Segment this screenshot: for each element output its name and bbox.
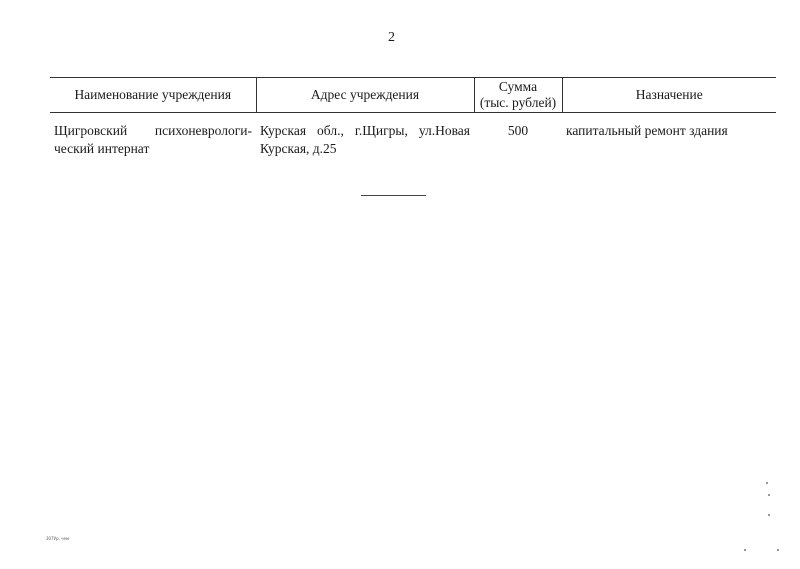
header-row: [50, 78, 776, 113]
cell-institution-name: Щигровский психоневрологи-ческий интернат: [54, 123, 252, 156]
scan-speck: [766, 482, 768, 484]
page-number: 2: [388, 30, 395, 45]
table-header: [50, 78, 776, 113]
institutions-table: [50, 77, 776, 157]
header-purpose: Назначение: [562, 78, 776, 113]
scan-speck: [777, 549, 779, 551]
scan-speck: [768, 494, 770, 496]
cell-sum: 500: [507, 123, 529, 138]
header-sum: [474, 78, 562, 113]
scan-code: 307Ур. чем: [46, 536, 69, 541]
cell-purpose: капитальный ремонт здания: [566, 123, 728, 138]
scan-speck: [744, 549, 746, 551]
scan-speck: [768, 514, 770, 516]
end-of-document-rule: [361, 195, 426, 196]
header-sum-unit: (тыс. рублей): [479, 95, 557, 110]
cell-institution-address: Курская обл., г.Щигры, ул.Новая Курская, д.25: [260, 123, 470, 156]
header-institution-address: Адрес учреждения: [256, 78, 474, 113]
header-sum-label: Сумма: [498, 79, 538, 95]
institutions-table-container: [50, 77, 776, 157]
header-institution-name: Наименование учреждения: [50, 78, 256, 113]
table-row: [50, 113, 776, 158]
